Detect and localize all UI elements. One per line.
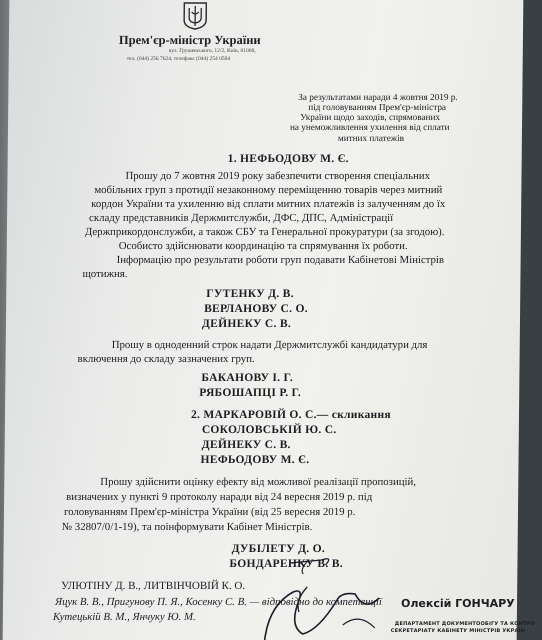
bottom-responsible-line: Кутецькій В. М., Янчуку Ю. М. — [52, 611, 196, 623]
section1-heading: 1. НЕФЬОДОВУ М. Є. — [227, 153, 350, 165]
bottom-responsible-line: Яцук В. В., Пригунову П. Я., Косенку С. В. — відповідно до компетенції — [54, 596, 383, 608]
section1-line: Держприкордонслужби, а також СБУ та Генеральної прокуратури (за згодою). — [84, 226, 445, 238]
addressee-name: БОНДАРЕНКУ В. В. — [229, 558, 343, 570]
document-page — [3, 0, 536, 640]
section1-line: Особисто здійснювати координацію та спрямування їх роботи. — [118, 240, 408, 252]
section1-line: складу представників Держмитслужби, ДФС, ДПС, Адміністрації — [89, 212, 394, 224]
signer-name: Олексій ГОНЧАРУ — [400, 597, 515, 610]
section1-line: щотижня. — [82, 268, 128, 280]
section2-line: визначених у пункті 9 протоколу наради від 24 вересня 2019 р. під — [66, 491, 373, 503]
addressee-name: НЕФЬОДОВУ М. Є. — [200, 454, 310, 466]
resolution-line-2: під головуванням Прем'єр-міністра — [308, 102, 447, 112]
address-line-2: тел. (044) 256 7624, телефакс (044) 254 0584 — [126, 56, 231, 62]
addressee-name: РЯБОШАПЦІ Р. Г. — [199, 387, 302, 399]
section2-heading: 2. МАРКАРОВІЙ О. С.— скликання — [190, 409, 392, 421]
resolution-line-1: За результатами наради 4 жовтня 2019 р. — [298, 92, 458, 102]
addressee-name: ВЕРЛАНОВУ С. О. — [204, 303, 309, 315]
section2-line: № 32807/0/1-19), та поінформувати Кабінет Міністрів. — [61, 521, 313, 533]
addressee-name: СОКОЛОВСЬКІЙ Ю. С. — [201, 424, 337, 436]
block2-line: включення до складу зазначених груп. — [77, 353, 255, 365]
resolution-line-3: України щодо заходів, спрямованих — [300, 112, 441, 122]
addressee-name: ДЕЙНЕКУ С. В. — [201, 439, 291, 451]
addressee-name: ДЕЙНЕКУ С. В. — [201, 318, 292, 330]
addressee-name: ДУБІЛЕТУ Д. О. — [231, 543, 326, 555]
section1-line: мобільних груп з протидії незаконному переміщенню товарів через митний — [94, 184, 443, 196]
department-stamp-line: ДЕПАРТАМЕНТ ДОКУМЕНТООБІГУ ТА КОНТРО — [394, 621, 536, 627]
section1-line: Прошу до 7 жовтня 2019 року забезпечити створення спеціальних — [125, 170, 431, 182]
addressee-name: ГУТЕНКУ Д. В. — [206, 288, 294, 300]
section1-line: кордон України та ухиленню від сплати митних платежів із залученням до їх — [91, 198, 446, 210]
section2-line: Прошу здійснити оцінку ефекту від можливої реалізації пропозицій, — [100, 476, 417, 488]
resolution-line-4: на унеможливлення ухилення від сплати — [289, 122, 450, 132]
department-stamp-line: СЕКРЕТАРІАТУ КАБІНЕТУ МІНІСТРІВ УКРАЇН — [390, 628, 526, 634]
ministry-title: Прем'єр-міністр України — [118, 33, 261, 47]
bottom-addressees: УЛЮТІНУ Д. В., ЛИТВІНЧОВІЙ К. О. — [61, 580, 246, 592]
trident-emblem-icon — [182, 2, 208, 30]
block2-line: Прошу в одноденний строк надати Держмитслужбі кандидатури для — [111, 339, 428, 351]
section2-line: головуванням Прем'єр-міністра України (від 25 вересня 2019 р. — [63, 506, 356, 518]
resolution-line-5: митних платежів — [337, 133, 405, 143]
addressee-name: БАКАНОВУ І. Г. — [201, 372, 294, 384]
section1-line: Інформацію про результати роботи груп подавати Кабінетові Міністрів — [116, 254, 445, 266]
address-line-1: вул. Грушевського, 12/2, Київ, 01008, — [168, 48, 256, 54]
